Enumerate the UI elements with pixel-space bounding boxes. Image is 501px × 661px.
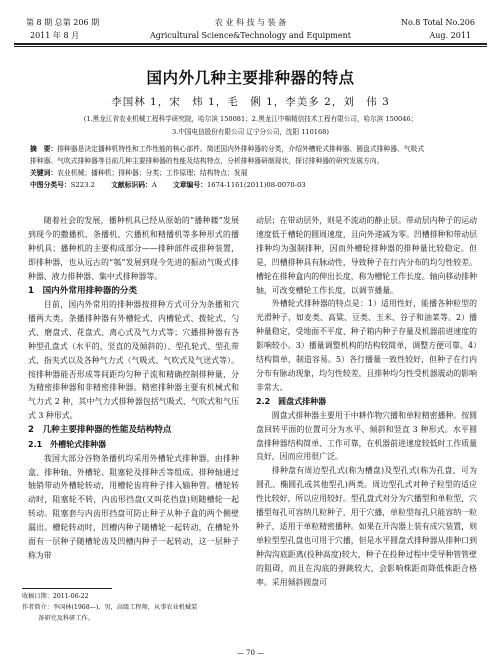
section-2-2-heading: 2.2 圆盘式排种器	[256, 396, 327, 406]
affiliation-line-1: (1.黑龙江省农业机械工程科学研究院，哈尔滨 150081；2.黑龙江中棉精信技术工程有限公司，哈尔滨 150046；	[83, 115, 418, 123]
author-bio-line-2: 备研究及科研工作。	[38, 615, 94, 622]
header-journal-cn: 农 业 科 技 与 装 备	[214, 18, 287, 27]
section-2-1-heading: 2.1 外槽轮式排种器	[28, 439, 107, 449]
article-number-label: 文章编号：	[172, 181, 207, 189]
section-2-1-paragraph: 我国大部分谷物条播机均采用外槽轮式排种器，由排种盒、排种轴、外槽轮、阻塞轮及排种舌等组成。排种轴通过轴销带动外槽轮转动，用槽轮齿将种子排入输种管。槽轮转动时，阻塞轮不转，内齿形挡盘(又叫花挡盘)则随槽轮一起转动。阻塞套与内齿形挡盘可防止种子从种子盒的两个侧壁漏出。槽轮转动时，凹槽内种子随槽轮一起转动，在槽轮外面有一层种子随槽轮齿及凹槽内种子一起转动，这一层种子称为带	[28, 453, 239, 560]
clc-label: 中图分类号：	[30, 181, 71, 189]
classification-line	[30, 179, 475, 191]
article-authors: 李国林 1，宋 炜 1，毛 俐 1，李美多 2，刘 伟 3	[111, 96, 390, 108]
doc-code-value: A	[151, 181, 157, 189]
header-journal-en: Agricultural Science&Technology and Equipment	[150, 31, 351, 40]
section-2-heading: 2 几种主要排种器的性能及结构特点	[28, 425, 172, 436]
abstract-label: 摘 要：	[30, 145, 58, 153]
doc-code-label: 文献标识码：	[111, 181, 152, 189]
keywords-label: 关键词：	[30, 169, 58, 177]
header-rule-thin	[14, 46, 487, 47]
page-number: — 70 —	[236, 649, 265, 657]
article-number-value: 1674-1161(2011)08-0070-03	[206, 181, 306, 189]
author-bio-line-1: 作者简介：李国林(1968—)，男，高级工程师，从事农业机械装	[22, 604, 198, 611]
section-2-2-paragraph-2: 排种盘有周边型孔式(称为槽盘)及型孔式(称为孔盘，可为圆孔、椭圆孔或其他型孔)两类。周边型孔式对种子粒型的适应性比较好，所以应用较好。型孔盘式对分为穴播型和单粒型，穴播型每孔可容纳几粒种子，用于穴播，单粒型每孔只能容纳一粒种子，适用于单粒精密播种。如果在开沟器上装有成穴装置，则单粒型型孔盘也可用于穴播，但是水平圆盘式排种器从排种口到种沟沟底距离(投种高度)较大，种子在投种过程中受导种管管壁的阻碍，而且在沟底的弹跳较大，会影响株距而降低株距合格率。采用倾斜圆盘可	[256, 466, 477, 587]
header-date: 2011 年 8 月	[30, 31, 80, 40]
left-column	[28, 214, 239, 563]
section-1-heading: 1 国内外常用排种器的分类	[28, 285, 138, 296]
abstract-text-1: 排种器是决定播种机特性和工作性能的核心部件。简述国内外排种器的分类，介绍外槽轮式排种器、圆盘式排种器、气吸式	[57, 145, 425, 153]
keywords-line	[30, 167, 475, 179]
section-2-1-features: 外槽轮式排种器的特点是：1）适用性好，能播各种粒型的光滑种子，如麦类、高粱、豆类、玉米、谷子和油菜等。2）播种量稳定，受地面不平度、种子箱内种子存量及机器前进速度的影响较小。3）播量调整机构的结构较简单，调整方便可靠。4）结构简单，制造容易。5）各行播量一致性较好，但种子在行内分布有脉动现象，均匀性较差，且排种均匀性受机器震动的影响非常大。	[256, 299, 477, 392]
abstract-line-2: 排种器、气吹式排种器等目前几种主要排种器的性能及结构特点，分析排种器研制现状，探讨排种器的研究发展方向。	[30, 157, 384, 165]
intro-paragraph: 随着社会的发展，播种机具已经从原始的“播种耧”发展到现今的撒播机、条播机、穴播机和精播机等多种形式的播种机具；播种机的主要构成部分——排种部件或排种装置，即排种器，也从远古的“瓠”发展到现今先进的振动气吸式排种器、液力排种器、集中式排种器等。	[28, 216, 239, 281]
article-title: 国内外几种主要排种器的特点	[146, 69, 355, 87]
section-1-paragraph: 目前，国内外常用的排种器按排种方式可分为条播和穴播两大类。条播排种器有外槽轮式、内槽轮式、拨轮式、勺式、磨盘式、花盘式、离心式及气力式等；穴播排种器有各种型孔盘式（水平的、竖直的及倾斜的）、型孔轮式、型孔带式、指夹式以及各种气力式（气吸式、气吹式及气送式等）。按排种器能否形成等间距均匀种子流和精确控制排种量，分为精密排种器和非精密排种器。精密排种器主要有机械式和气力式 2 种，其中气力式排种器包括气吸式、气吹式和气压式 3 种形式。	[28, 300, 239, 421]
header-issue-en: No.8 Total No.206	[401, 18, 475, 27]
footnote-rule	[22, 588, 112, 589]
affiliation-line-2: 3.中国电信股份有限公司 辽宁分公司，沈阳 110168)	[172, 128, 329, 136]
clc-value: S223.2	[70, 181, 95, 189]
keywords-text: 农业机械；播种机；排种器；分类；工作原理；结构特点；发展	[57, 169, 248, 177]
header-rule-thick	[14, 43, 487, 45]
header-date-en: Aug. 2011	[429, 31, 471, 40]
received-date: 收稿日期：2011-06-22	[22, 593, 89, 600]
section-2-2-paragraph-1: 圆盘式排种器主要用于中耕作物穴播和单粒精密播种。按圆盘回转平面的位置可分为水平、倾斜和竖直 3 种形式。水平圆盘排种器结构简单、工作可靠，在机器前进速度较低时工作质量良好，因而应用很广泛。	[256, 410, 477, 462]
section-2-1-continued: 动层；在带动层外，则是不流动的静止层。带动层内种子的运动速度低于槽轮的圆周速度，且向外递减为零。凹槽排种和带动层排种均为强制排种，因而外槽轮排种器的排种量比较稳定。但是，凹槽排种具有脉动性，导致种子在行内分布的均匀性较差。槽轮在排种盒内的伸出长度，称为槽轮工作长度。轴向移动排种轴，可改变槽轮工作长度，以调节播量。	[256, 216, 477, 295]
header-issue: 第 8 期 总第 206 期	[26, 18, 100, 27]
abstract-line-1	[30, 143, 475, 155]
footnote	[22, 591, 237, 624]
right-column	[256, 214, 477, 589]
